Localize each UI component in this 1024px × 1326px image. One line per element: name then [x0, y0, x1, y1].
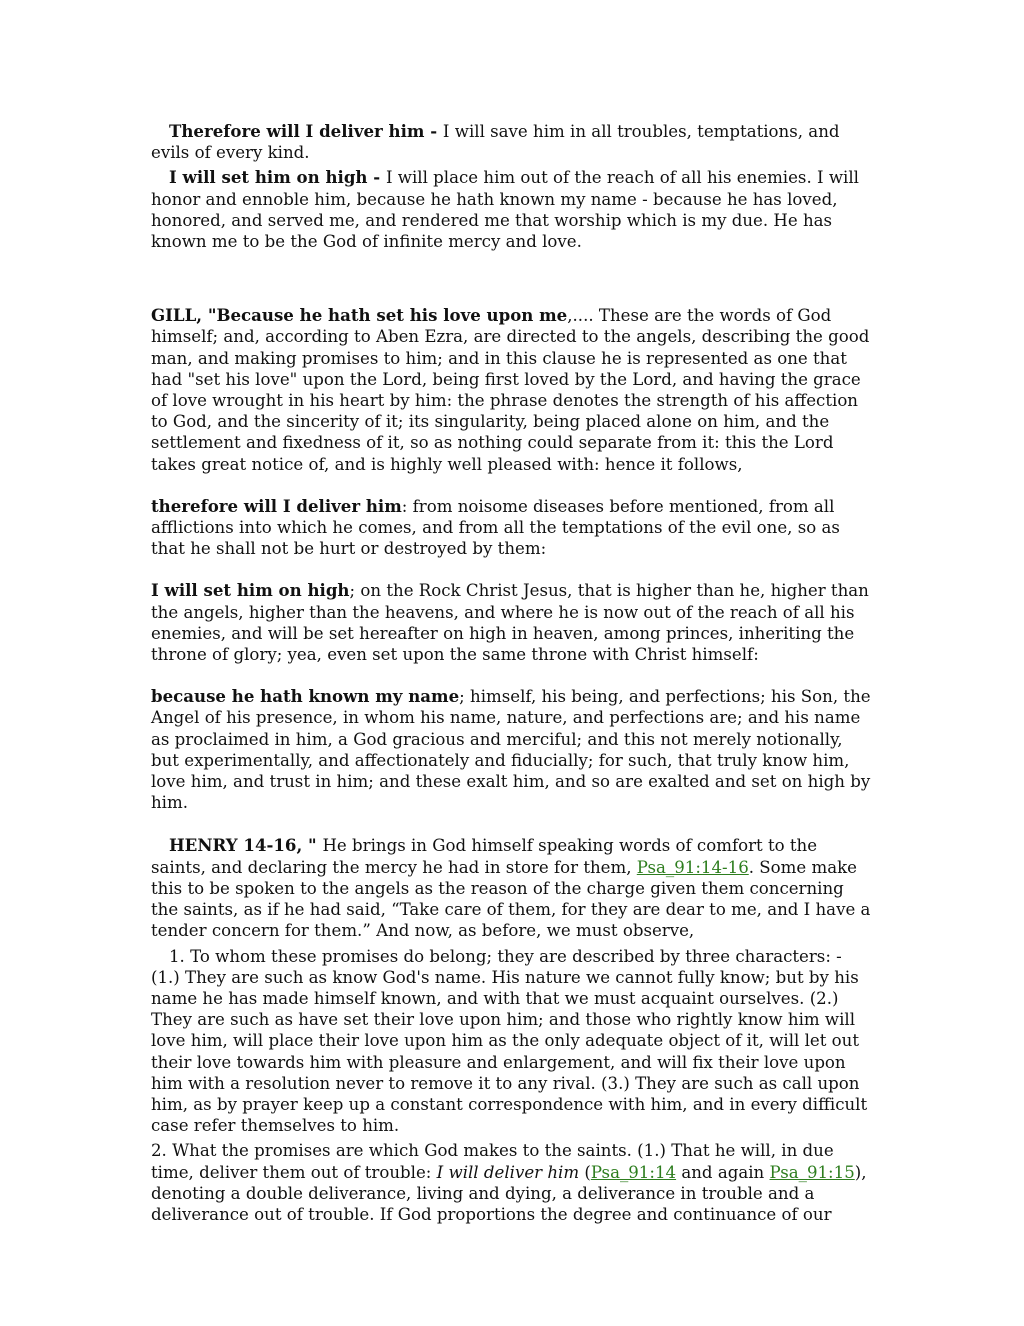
- henry-paragraph-point-1: [151, 946, 875, 1137]
- gill-paragraph-high: [151, 580, 875, 665]
- gill-lead-name: because he hath known my name: [151, 686, 460, 707]
- gill-paragraph-deliver: [151, 496, 875, 560]
- gill-lead-intro: GILL, "Because he hath set his love upon me: [151, 305, 568, 326]
- gill-paragraph-name: [151, 686, 875, 813]
- henry-point-1-text: 1. To whom these promises do belong; they are described by three characters: - (1.) They are such as know God's name. His nature we cannot fully know; but by his name he has made himself known, and with that we must acquaint ourselves. (2.) They are such as have set their love upon him; and those who rightly know him will love him, will place their love upon him as the only adequate object of it, will let out their love towards him with pleasure and enlargement, and will fix their love upon him with a resolution never to remove it to any rival. (3.) They are such as call upon him, as by prayer keep up a constant correspondence with him, and in every difficult case refer themselves to him.: [151, 946, 868, 1136]
- gill-text-high: ; on the Rock Christ Jesus, that is higher than he, higher than the angels, higher than the heavens, and where he is now out of the reach of all his enemies, and will be set hereafter on high in heaven, among princes, inheriting the throne of glory; yea, even set upon the same throne with Christ himself:: [151, 581, 869, 665]
- gill-text-name: ; himself, his being, and perfections; his Son, the Angel of his presence, in whom his name, nature, and perfections are; and his name as proclaimed in him, a God gracious and merciful; and this not merely notionally, but experimentally, and affectionately and fiducially; for such, that truly know him, love him, and trust in him; and these exalt him, and so are exalted and set on high by him.: [151, 687, 871, 813]
- clarke-lead-high: I will set him on high -: [169, 167, 386, 188]
- reference-link-psa-91-15[interactable]: Psa_91:15: [769, 1162, 855, 1182]
- henry-paragraph-point-2: [151, 1140, 875, 1225]
- henry-text-b: . Some make this to be spoken to the angels as the reason of the charge given them concerning the saints, as if he had said, “Take care of them, for they are dear to me, and I have a tender concern for them.” And now, as before, we must observe,: [151, 857, 871, 941]
- henry-point-2-text-a: 2. What the promises are which God makes to the saints. (1.) That he will, in due time, deliver them out of trouble:: [151, 1141, 834, 1182]
- henry-lead: HENRY 14-16, ": [169, 835, 323, 856]
- clarke-paragraph-deliver: [151, 121, 875, 163]
- clarke-paragraph-high: [151, 167, 875, 252]
- clarke-lead-deliver: Therefore will I deliver him -: [169, 121, 443, 141]
- reference-link-psa-91-14[interactable]: Psa_91:14: [590, 1162, 677, 1182]
- reference-link-psa-91-14-16[interactable]: Psa_91:14-16: [636, 857, 749, 877]
- henry-point-2-text-c: and again: [676, 1162, 770, 1182]
- henry-point-2-text-d: ), denoting a double deliverance, living and dying, a deliverance in trouble and a deliverance out of trouble. If God proportions the degree and continuance of our: [151, 1162, 867, 1224]
- gill-text-deliver: : from noisome diseases before mentioned, from all afflictions into which he comes, and from all the temptations of the evil one, so as that he shall not be hurt or destroyed by them:: [151, 496, 840, 559]
- document-page: [151, 121, 875, 1225]
- clarke-text-deliver: I will save him in all troubles, temptations, and evils of every kind.: [151, 122, 840, 163]
- henry-point-2-text-b: (: [579, 1162, 591, 1182]
- henry-point-2-italic: I will deliver him: [436, 1162, 580, 1182]
- henry-paragraph-intro: [151, 835, 875, 941]
- gill-paragraph-intro: [151, 305, 875, 475]
- clarke-text-high: I will place him out of the reach of all his enemies. I will honor and ennoble him, because he hath known my name - because he has loved, honored, and served me, and rendered me that worship which is my due. He has known me to be the God of infinite mercy and love.: [151, 168, 859, 252]
- henry-text-a: He brings in God himself speaking words of comfort to the saints, and declaring the mercy he had in store for them,: [151, 836, 818, 877]
- gill-lead-deliver: therefore will I deliver him: [151, 495, 402, 516]
- gill-lead-high: I will set him on high: [151, 580, 350, 601]
- gill-text-intro: ,.... These are the words of God himself; and, according to Aben Ezra, are directed to the angels, describing the good man, and making promises to him; and in this clause he is represented as one that had "set his love" upon the Lord, being first loved by the Lord, and having the grace of love wrought in his heart by him: the phrase denotes the strength of his affection to God, and the sincerity of it; its singularity, being placed alone on him, and the settlement and fixedness of it, so as nothing could separate from it: this the Lord takes great notice of, and is highly well pleased with: hence it follows,: [151, 306, 870, 474]
